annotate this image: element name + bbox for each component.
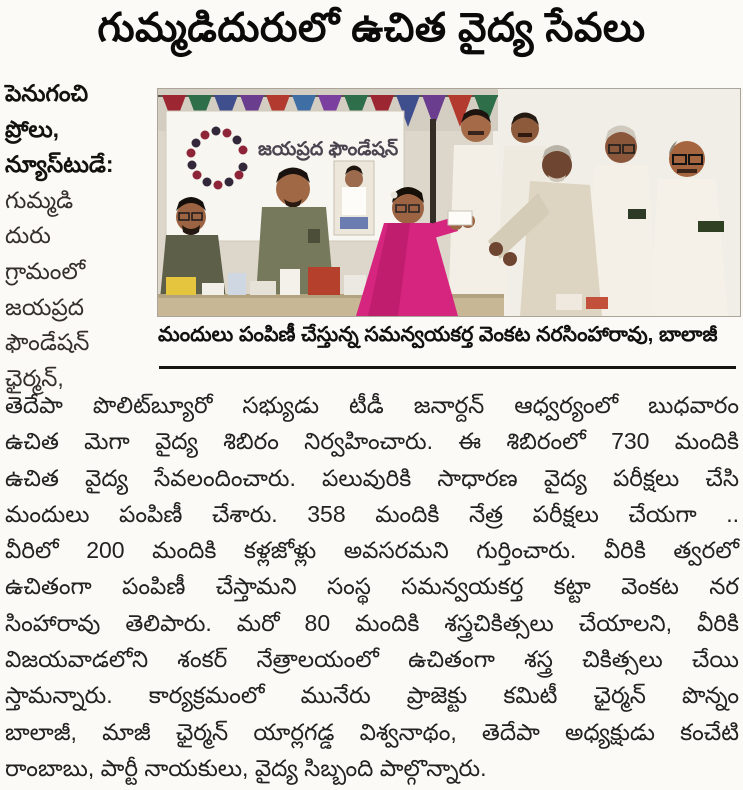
dateline-line: న్యూస్‌టుడే:: [5, 151, 114, 178]
headline: గుమ్మడిదురులో ఉచిత వైద్య సేవలు: [97, 6, 646, 50]
intro-text-line: గ్రామంలో: [5, 257, 86, 284]
body-text-line: ఉచితంగా పంపిణీ చేస్తామని సంస్థ సమన్వయకర్త కట్టా వెంకట నర: [5, 573, 739, 600]
caption-divider: [159, 366, 736, 369]
body-text-line: వీరిలో 200 మందికి కళ్లజోళ్లు అవసరమని గుర్తించారు. వీరికి త్వరలో: [5, 537, 739, 564]
body-text-line: సింహారావు తెలిపారు. మరో 80 మందికి శస్త్రచికిత్సలు చేయాలని, వీరికి: [5, 609, 739, 636]
body-text-line: స్తామన్నారు. కార్యక్రమంలో మునేరు ప్రాజెక్టు కమిటీ ఛైర్మన్ పొన్నం: [5, 682, 739, 709]
body-text-line: రాంబాబు, పార్టీ నాయకులు, వైద్య సిబ్బంది పాల్గొన్నారు.: [5, 754, 487, 781]
photo-illustration: [158, 89, 740, 316]
body-text-line: ఉచిత వైద్య సేవలందించారు. పలువురికి సాధారణ వైద్య పరీక్షలు చేసి: [5, 464, 739, 491]
intro-text-line: గుమ్మడి: [5, 186, 74, 213]
banner-portrait: [334, 161, 374, 235]
body-text-line: తెదేపా పొలిట్‌బ్యూరో సభ్యుడు టీడీ జనార్దన్ ఆధ్వర్యంలో బుధవారం: [5, 392, 739, 418]
article-body: [5, 387, 739, 786]
photo-caption: మందులు పంపిణీ చేస్తున్న సమన్వయకర్త వెంకట నరసింహారావు, బాలాజీ: [158, 323, 718, 346]
intro-text-line: ఛైర్మన్,: [5, 364, 64, 391]
news-photo: [157, 88, 741, 317]
intro-text-line: దురు: [5, 222, 51, 249]
body-text-line: ఉచిత మెగా వైద్య శిబిరం నిర్వహించారు. ఈ శిబిరంలో 730 మందికి: [5, 428, 739, 455]
dateline-column: [5, 76, 155, 396]
body-text-line: మందులు పంపిణీ చేశారు. 358 మందికి నేత్ర పరీక్షలు చేయగా ..: [5, 500, 739, 527]
intro-text-line: ఫౌండేషన్: [5, 329, 90, 356]
intro-text-line: జయప్రద: [5, 293, 84, 320]
banner-text: జయప్రద ఫౌండేషన్: [258, 139, 399, 160]
body-text-line: విజయవాడలోని శంకర్ నేత్రాలయంలో ఉచితంగా శస్త్ర చికిత్సలు చేయి: [5, 646, 739, 673]
dateline-line: ప్రోలు,: [5, 115, 60, 142]
dateline-line: పెనుగంచి: [5, 80, 89, 106]
body-text-line: బాలాజీ, మాజీ ఛైర్మన్ యార్లగడ్డ విశ్వనాథం, తెదేపా అధ్యక్షుడు కంచేటి: [5, 718, 739, 745]
